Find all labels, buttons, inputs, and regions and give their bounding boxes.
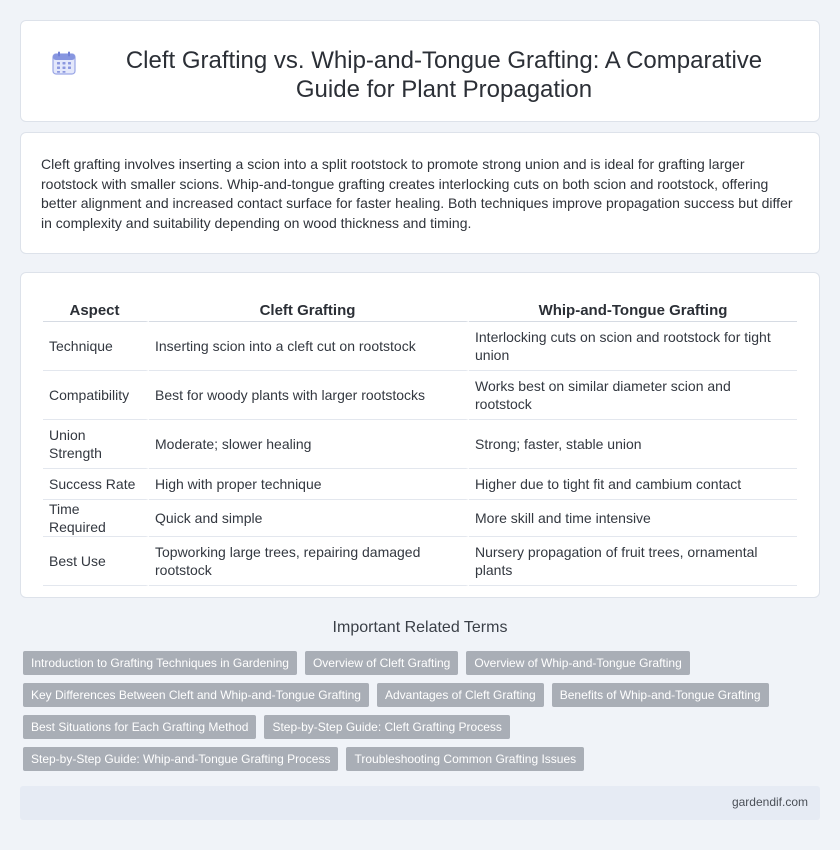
calendar-icon [51, 50, 77, 76]
column-header-aspect: Aspect [43, 295, 149, 322]
table-cell-aspect: Success Rate [43, 469, 149, 500]
table-cell-aspect: Union Strength [43, 420, 149, 469]
table-cell-aspect: Compatibility [43, 371, 149, 420]
table-cell-cleft: Inserting scion into a cleft cut on rootstock [149, 322, 469, 371]
table-cell-cleft: Topworking large trees, repairing damaged rootstock [149, 537, 469, 586]
header-card [20, 20, 820, 122]
footer-bar [20, 786, 820, 820]
intro-card [20, 132, 820, 254]
table-cell-whip: More skill and time intensive [469, 500, 797, 537]
related-term-chip[interactable]: Troubleshooting Common Grafting Issues [346, 747, 584, 771]
table-cell-whip: Strong; faster, stable union [469, 420, 797, 469]
related-term-chip[interactable]: Advantages of Cleft Grafting [377, 683, 544, 707]
related-term-chip[interactable]: Overview of Whip-and-Tongue Grafting [466, 651, 689, 675]
table-row [43, 371, 797, 420]
table-row [43, 537, 797, 586]
table-header-row [43, 295, 797, 322]
table-cell-cleft: Quick and simple [149, 500, 469, 537]
related-term-chip[interactable]: Step-by-Step Guide: Cleft Grafting Process [264, 715, 509, 739]
footer-site-name[interactable]: gardendif.com [731, 795, 808, 809]
table-cell-cleft: Best for woody plants with larger rootstocks [149, 371, 469, 420]
table-cell-whip: Interlocking cuts on scion and rootstock for tight union [469, 322, 797, 371]
intro-paragraph: Cleft grafting involves inserting a scion into a split rootstock to promote strong union and is ideal for grafting larger rootstock with smaller scions. Whip-and-tongue grafting creates interlocking cuts on both scion and rootstock, offering better alignment and increased contact surface for faster healing. Both techniques improve propagation success but differ in complexity and suitability depending on wood thickness and timing. [41, 156, 793, 231]
table-row [43, 469, 797, 500]
chip-row [23, 747, 813, 771]
column-header-cleft: Cleft Grafting [149, 295, 469, 322]
chip-row [23, 715, 813, 739]
related-term-chip[interactable]: Best Situations for Each Grafting Method [23, 715, 256, 739]
table-cell-cleft: Moderate; slower healing [149, 420, 469, 469]
table-cell-cleft: High with proper technique [149, 469, 469, 500]
table-cell-whip: Higher due to tight fit and cambium contact [469, 469, 797, 500]
related-terms-heading: Important Related Terms [332, 619, 508, 636]
table-cell-whip: Works best on similar diameter scion and rootstock [469, 371, 797, 420]
comparison-table-card [20, 272, 820, 598]
related-term-chip[interactable]: Key Differences Between Cleft and Whip-and-Tongue Grafting [23, 683, 369, 707]
page-title: Cleft Grafting vs. Whip-and-Tongue Grafting: A Comparative Guide for Plant Propagation [125, 47, 763, 103]
table-row [43, 500, 797, 537]
table-cell-aspect: Technique [43, 322, 149, 371]
related-term-chip[interactable]: Benefits of Whip-and-Tongue Grafting [552, 683, 769, 707]
table-cell-aspect: Best Use [43, 537, 149, 586]
chip-row [23, 651, 813, 675]
table-row [43, 322, 797, 371]
column-header-whip: Whip-and-Tongue Grafting [469, 295, 797, 322]
table-cell-aspect: Time Required [43, 500, 149, 537]
table-cell-whip: Nursery propagation of fruit trees, ornamental plants [469, 537, 797, 586]
title-wrap [21, 21, 819, 104]
table-row [43, 420, 797, 469]
comparison-table [43, 295, 797, 586]
related-term-chip[interactable]: Overview of Cleft Grafting [305, 651, 458, 675]
chip-row [23, 683, 813, 707]
related-term-chip[interactable]: Step-by-Step Guide: Whip-and-Tongue Grafting Process [23, 747, 338, 771]
related-terms-list [23, 651, 813, 779]
related-term-chip[interactable]: Introduction to Grafting Techniques in Gardening [23, 651, 297, 675]
